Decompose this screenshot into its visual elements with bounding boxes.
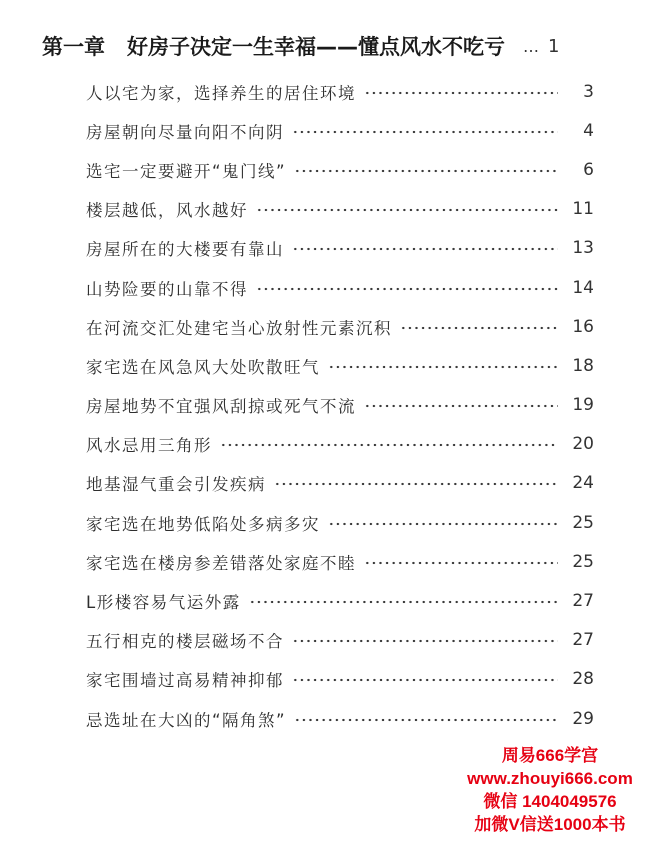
watermark-line-1: 周易666学宫 xyxy=(501,746,599,765)
dot-leader xyxy=(328,365,558,369)
toc-entry-page-number: 19 xyxy=(572,395,594,416)
toc-entry-page-number: 29 xyxy=(572,708,594,729)
toc-entry-page-number: 14 xyxy=(572,277,594,298)
toc-entry-page-number: 4 xyxy=(583,120,594,141)
dot-leader xyxy=(292,639,558,643)
toc-entry-page-number: 11 xyxy=(572,199,594,220)
dot-leader xyxy=(400,326,558,330)
toc-entry-title: 家宅选在风急风大处吹散旺气 xyxy=(86,357,320,377)
dot-leader xyxy=(256,287,558,291)
toc-entry-title: 房屋所在的大楼要有靠山 xyxy=(86,240,284,260)
toc-entry-title: 家宅选在地势低陷处多病多灾 xyxy=(86,514,320,534)
toc-entry xyxy=(86,190,594,229)
toc-entry xyxy=(86,699,594,738)
toc-entry-title: 五行相克的楼层磁场不合 xyxy=(86,632,284,652)
toc-entry xyxy=(86,229,594,268)
toc-entry-title: 风水忌用三角形 xyxy=(86,436,212,456)
toc-entry-title: 房屋地势不宜强风刮掠或死气不流 xyxy=(86,397,356,417)
chapter-page-number: 1 xyxy=(548,35,560,57)
toc-entry-page-number: 27 xyxy=(572,630,594,651)
toc-entry-title: 楼层越低，风水越好 xyxy=(86,201,248,221)
toc-entry-title: 山势险要的山靠不得 xyxy=(86,279,248,299)
dot-leader xyxy=(292,130,558,134)
chapter-title: 好房子决定一生幸福——懂点风水不吃亏 xyxy=(127,35,505,59)
toc-entry xyxy=(86,150,594,189)
toc-entry-page-number: 24 xyxy=(572,473,594,494)
toc-entry-title: 房屋朝向尽量向阳不向阴 xyxy=(86,122,284,142)
toc-entry-list xyxy=(86,72,594,738)
watermark-line-4: 加微V信送1000本书 xyxy=(474,815,626,834)
dot-leader xyxy=(292,247,558,251)
toc-entry xyxy=(86,464,594,503)
toc-entry-page-number: 3 xyxy=(583,81,594,102)
dot-leader xyxy=(256,208,558,212)
dot-leader xyxy=(364,91,558,95)
toc-entry xyxy=(86,660,594,699)
toc-entry xyxy=(86,72,594,111)
chapter-leader: … xyxy=(523,36,540,56)
dot-leader xyxy=(364,404,558,408)
toc-entry-page-number: 27 xyxy=(572,591,594,612)
toc-entry-title: 选宅一定要避开“鬼门线” xyxy=(86,161,287,181)
toc-entry-title: 家宅围墙过高易精神抑郁 xyxy=(86,671,284,691)
toc-entry-page-number: 28 xyxy=(572,669,594,690)
toc-entry xyxy=(86,386,594,425)
toc-entry-title: 忌选址在大凶的“隔角煞” xyxy=(86,710,287,730)
dot-leader xyxy=(274,482,558,486)
toc-entry-title: 地基湿气重会引发疾病 xyxy=(86,475,266,495)
toc-entry-page-number: 20 xyxy=(572,434,594,455)
watermark xyxy=(450,744,650,836)
toc-entry-page-number: 13 xyxy=(572,238,594,259)
toc-entry-page-number: 25 xyxy=(572,512,594,533)
toc-entry xyxy=(86,542,594,581)
toc-entry xyxy=(86,307,594,346)
dot-leader xyxy=(249,600,558,604)
watermark-line-3: 微信 1404049576 xyxy=(483,792,617,811)
dot-leader xyxy=(294,718,558,722)
toc-entry xyxy=(86,581,594,620)
toc-entry-title: L形楼容易气运外露 xyxy=(86,593,241,613)
toc-entry-title: 人以宅为家，选择养生的居住环境 xyxy=(86,83,356,103)
toc-entry xyxy=(86,621,594,660)
dot-leader xyxy=(220,443,558,447)
toc-entry-page-number: 18 xyxy=(572,355,594,376)
toc-entry-title: 在河流交汇处建宅当心放射性元素沉积 xyxy=(86,318,392,338)
toc-entry xyxy=(86,503,594,542)
chapter-number: 第一章 xyxy=(42,35,105,59)
toc-entry-page-number: 16 xyxy=(572,316,594,337)
toc-entry-title: 家宅选在楼房参差错落处家庭不睦 xyxy=(86,553,356,573)
toc-entry xyxy=(86,346,594,385)
dot-leader xyxy=(328,522,558,526)
dot-leader xyxy=(292,678,558,682)
watermark-line-2: www.zhouyi666.com xyxy=(467,769,633,788)
dot-leader xyxy=(364,561,558,565)
toc-entry xyxy=(86,268,594,307)
toc-entry xyxy=(86,111,594,150)
toc-entry-page-number: 25 xyxy=(572,551,594,572)
dot-leader xyxy=(294,169,558,173)
chapter-heading xyxy=(42,28,602,64)
toc-entry-page-number: 6 xyxy=(583,159,594,180)
toc-entry xyxy=(86,425,594,464)
